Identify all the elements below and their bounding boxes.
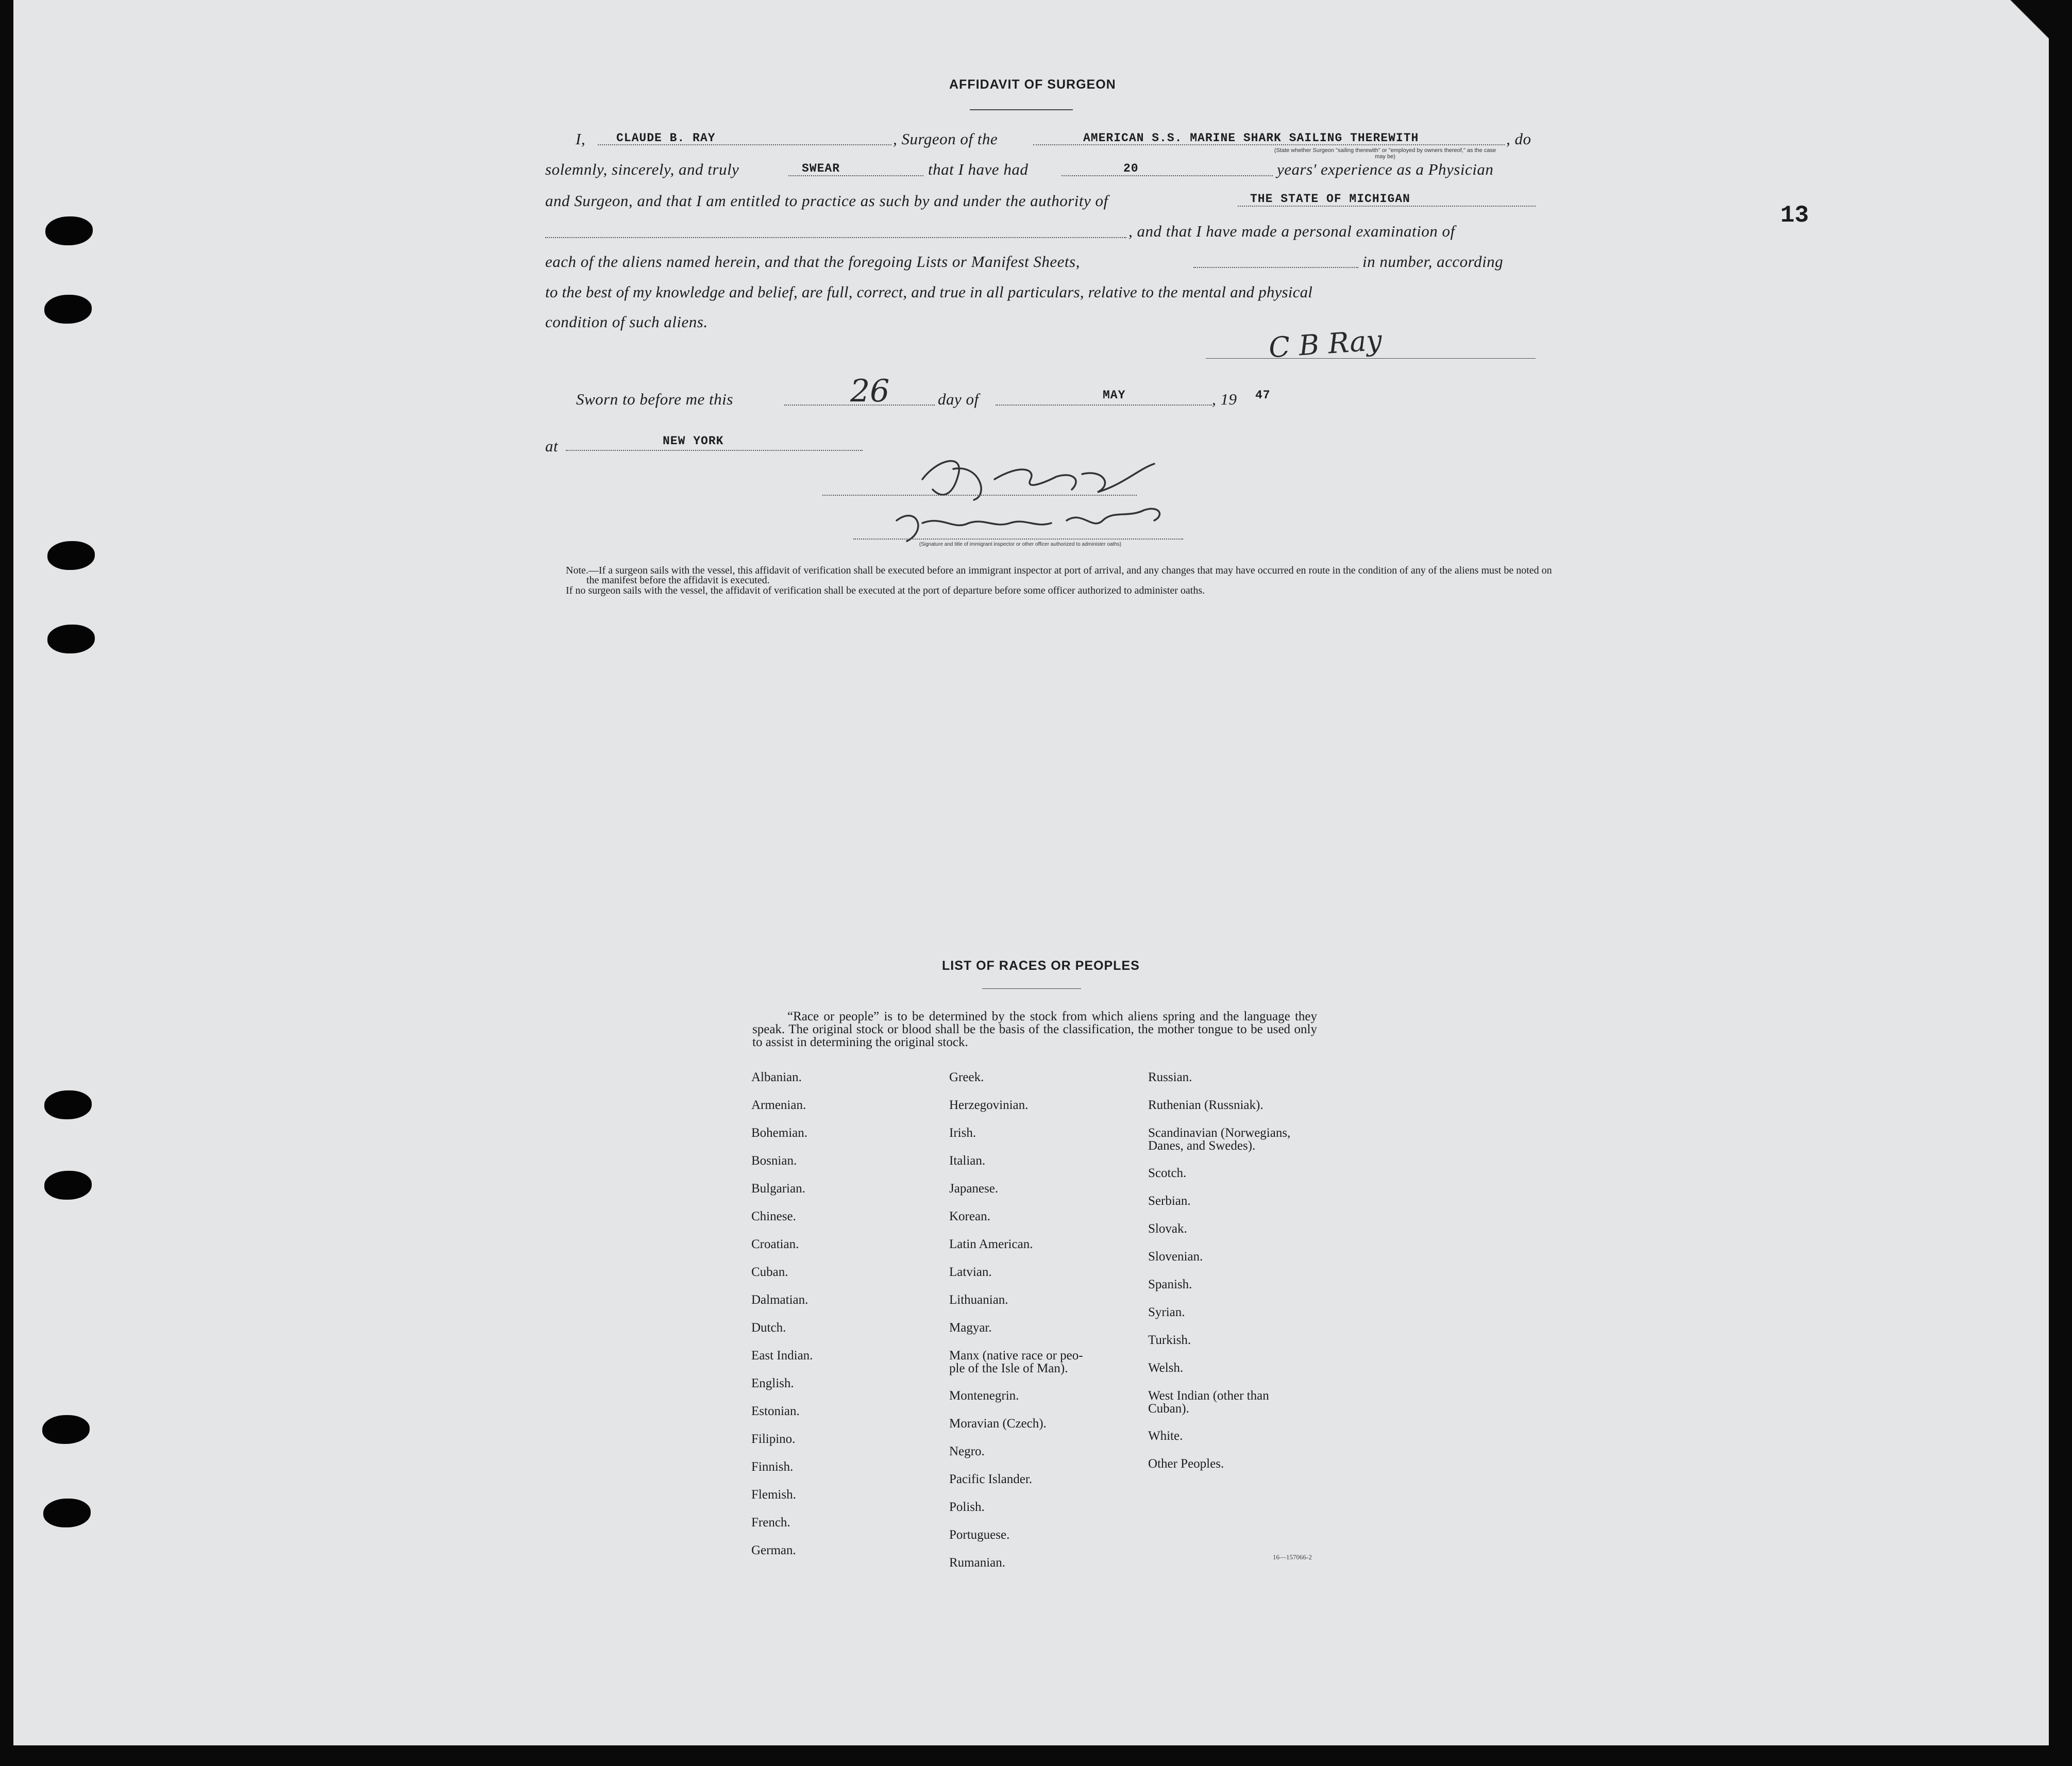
- race-item: Other Peoples.: [1148, 1457, 1224, 1471]
- race-item: Scandinavian (Norwegians, Danes, and Swedes).: [1148, 1126, 1291, 1153]
- race-item: Montenegrin.: [949, 1389, 1019, 1403]
- races-title-underline: [982, 988, 1081, 989]
- binder-hole: [44, 1171, 92, 1200]
- at-label: at: [545, 437, 559, 455]
- page-corner-curl: [2002, 0, 2049, 62]
- sworn-month-line: [996, 405, 1212, 406]
- binder-hole: [42, 1415, 90, 1444]
- year-prefix: , 19: [1212, 390, 1237, 408]
- race-item: German.: [751, 1543, 796, 1557]
- line4: , and that I have made a personal examination of: [1128, 222, 1455, 240]
- line6: to the best of my knowledge and belief, are full, correct, and true in all particulars, relative to the mental and physical: [545, 283, 1313, 301]
- line2-a: solemnly, sincerely, and truly: [545, 160, 739, 178]
- oath-word: SWEAR: [802, 162, 840, 175]
- race-item: Cuban.: [751, 1265, 788, 1279]
- surgeon-name: CLAUDE B. RAY: [616, 131, 716, 145]
- sworn-day-line: [784, 405, 935, 406]
- years-line: [1062, 175, 1273, 176]
- race-item: Irish.: [949, 1126, 976, 1140]
- day-of-label: day of: [938, 390, 979, 408]
- race-item: Portuguese.: [949, 1528, 1010, 1542]
- sworn-month: MAY: [1103, 389, 1126, 402]
- vessel-note: (State whether Surgeon "sailing therewith" or "employed by owners thereof," as the case may be): [1274, 147, 1496, 160]
- race-item: Latin American.: [949, 1237, 1033, 1251]
- race-item: Welsh.: [1148, 1361, 1184, 1375]
- sworn-year: 47: [1255, 389, 1271, 402]
- races-title: LIST OF RACES OR PEOPLES: [942, 958, 1140, 973]
- sworn-label: Sworn to before me this: [576, 390, 733, 408]
- i-prefix: I,: [576, 130, 586, 148]
- race-item: Negro.: [949, 1444, 985, 1458]
- note-2: If no surgeon sails with the vessel, the affidavit of verification shall be executed at the port of departure before some officer authorized to administer oaths.: [566, 585, 1205, 596]
- race-item: Chinese.: [751, 1209, 796, 1223]
- line5-b: in number, according: [1362, 253, 1504, 271]
- binder-hole: [43, 1499, 91, 1527]
- sworn-day: 26: [850, 373, 890, 409]
- race-item: Magyar.: [949, 1321, 992, 1335]
- form-code: 16—157066-2: [1273, 1553, 1312, 1561]
- race-item: Finnish.: [751, 1460, 794, 1474]
- title-underline: [970, 109, 1073, 110]
- binder-hole: [44, 295, 92, 324]
- inspector-title-line: [853, 539, 1183, 540]
- races-column-1: [751, 1064, 937, 1565]
- race-item: Slovenian.: [1148, 1250, 1203, 1264]
- binder-hole: [45, 216, 93, 245]
- race-item: Flemish.: [751, 1488, 796, 1502]
- races-intro: “Race or people” is to be determined by the stock from which aliens spring and the language they speak. The original stock or blood shall be the basis of the classification, the mother tongue to be used only to assist in determining the original stock.: [752, 1010, 1317, 1049]
- vessel-name: AMERICAN S.S. MARINE SHARK SAILING THEREWITH: [1083, 131, 1419, 145]
- race-item: Rumanian.: [949, 1556, 1006, 1570]
- line7: condition of such aliens.: [545, 313, 708, 331]
- oath-line: [788, 175, 923, 176]
- race-item: West Indian (other than Cuban).: [1148, 1389, 1269, 1416]
- races-column-3: [1148, 1064, 1354, 1478]
- race-item: Russian.: [1148, 1070, 1192, 1084]
- race-item: Syrian.: [1148, 1305, 1185, 1319]
- race-item: Manx (native race or peo- ple of the Isle of Man).: [949, 1349, 1083, 1375]
- race-item: Armenian.: [751, 1098, 806, 1112]
- surgeon-signature-line: [1206, 358, 1536, 359]
- inspector-signature-line: [822, 495, 1137, 496]
- race-item: Croatian.: [751, 1237, 799, 1251]
- binder-hole: [47, 541, 95, 570]
- race-item: Turkish.: [1148, 1333, 1191, 1347]
- place-value: NEW YORK: [663, 434, 724, 448]
- race-item: Pacific Islander.: [949, 1472, 1033, 1486]
- years-value: 20: [1123, 162, 1139, 175]
- authority-value: THE STATE OF MICHIGAN: [1250, 192, 1410, 206]
- race-item: Herzegovinian.: [949, 1098, 1029, 1112]
- affidavit-title: AFFIDAVIT OF SURGEON: [949, 77, 1116, 92]
- authority-line-2: [545, 237, 1126, 238]
- race-item: Spanish.: [1148, 1277, 1192, 1291]
- race-item: Moravian (Czech).: [949, 1417, 1047, 1431]
- sheets-count-line: [1193, 267, 1358, 268]
- note-1: Note.—If a surgeon sails with the vessel, this affidavit of verification shall be executed before an immigrant inspector at port of arrival, and any changes that may have occurred en route in the condition of any of the aliens must be noted on the manifest before the affidavit is executed.: [566, 565, 1552, 586]
- race-item: French.: [751, 1516, 790, 1529]
- surgeon-of-label: , Surgeon of the: [893, 130, 998, 148]
- race-item: Bosnian.: [751, 1154, 797, 1168]
- binder-hole: [47, 625, 95, 653]
- race-item: Slovak.: [1148, 1222, 1187, 1236]
- race-item: Filipino.: [751, 1432, 796, 1446]
- line2-b: that I have had: [928, 160, 1029, 178]
- surgeon-name-line: [598, 144, 891, 145]
- race-item: Serbian.: [1148, 1194, 1191, 1208]
- inspector-caption: (Signature and title of immigrant inspector or other officer authorized to administer oaths): [919, 542, 1122, 547]
- race-item: Greek.: [949, 1070, 984, 1084]
- vessel-line: [1033, 144, 1505, 145]
- race-item: Estonian.: [751, 1404, 800, 1418]
- race-item: East Indian.: [751, 1349, 813, 1363]
- race-item: Polish.: [949, 1500, 985, 1514]
- place-line: [566, 450, 863, 451]
- race-item: Lithuanian.: [949, 1293, 1008, 1307]
- race-item: Latvian.: [949, 1265, 992, 1279]
- race-item: Ruthenian (Russniak).: [1148, 1098, 1264, 1112]
- race-item: Scotch.: [1148, 1166, 1187, 1180]
- line3-a: and Surgeon, and that I am entitled to practice as such by and under the authority of: [545, 192, 1108, 210]
- race-item: Korean.: [949, 1209, 990, 1223]
- do-label: , do: [1506, 130, 1531, 148]
- surgeon-signature: C B Ray: [1268, 324, 1383, 364]
- race-item: Dutch.: [751, 1321, 786, 1335]
- race-item: Albanian.: [751, 1070, 802, 1084]
- binder-hole: [44, 1090, 92, 1119]
- authority-line: [1238, 206, 1536, 207]
- page-number: 13: [1780, 202, 1809, 229]
- race-item: English.: [751, 1376, 794, 1390]
- line2-c: years' experience as a Physician: [1277, 160, 1494, 178]
- race-item: Bulgarian.: [751, 1182, 805, 1196]
- race-item: Bohemian.: [751, 1126, 808, 1140]
- race-item: Dalmatian.: [751, 1293, 808, 1307]
- races-column-2: [949, 1064, 1135, 1577]
- race-item: Italian.: [949, 1154, 986, 1168]
- inspector-signature: [917, 448, 1175, 505]
- line5-a: each of the aliens named herein, and that the foregoing Lists or Manifest Sheets,: [545, 253, 1080, 271]
- race-item: Japanese.: [949, 1182, 999, 1196]
- race-item: White.: [1148, 1429, 1183, 1443]
